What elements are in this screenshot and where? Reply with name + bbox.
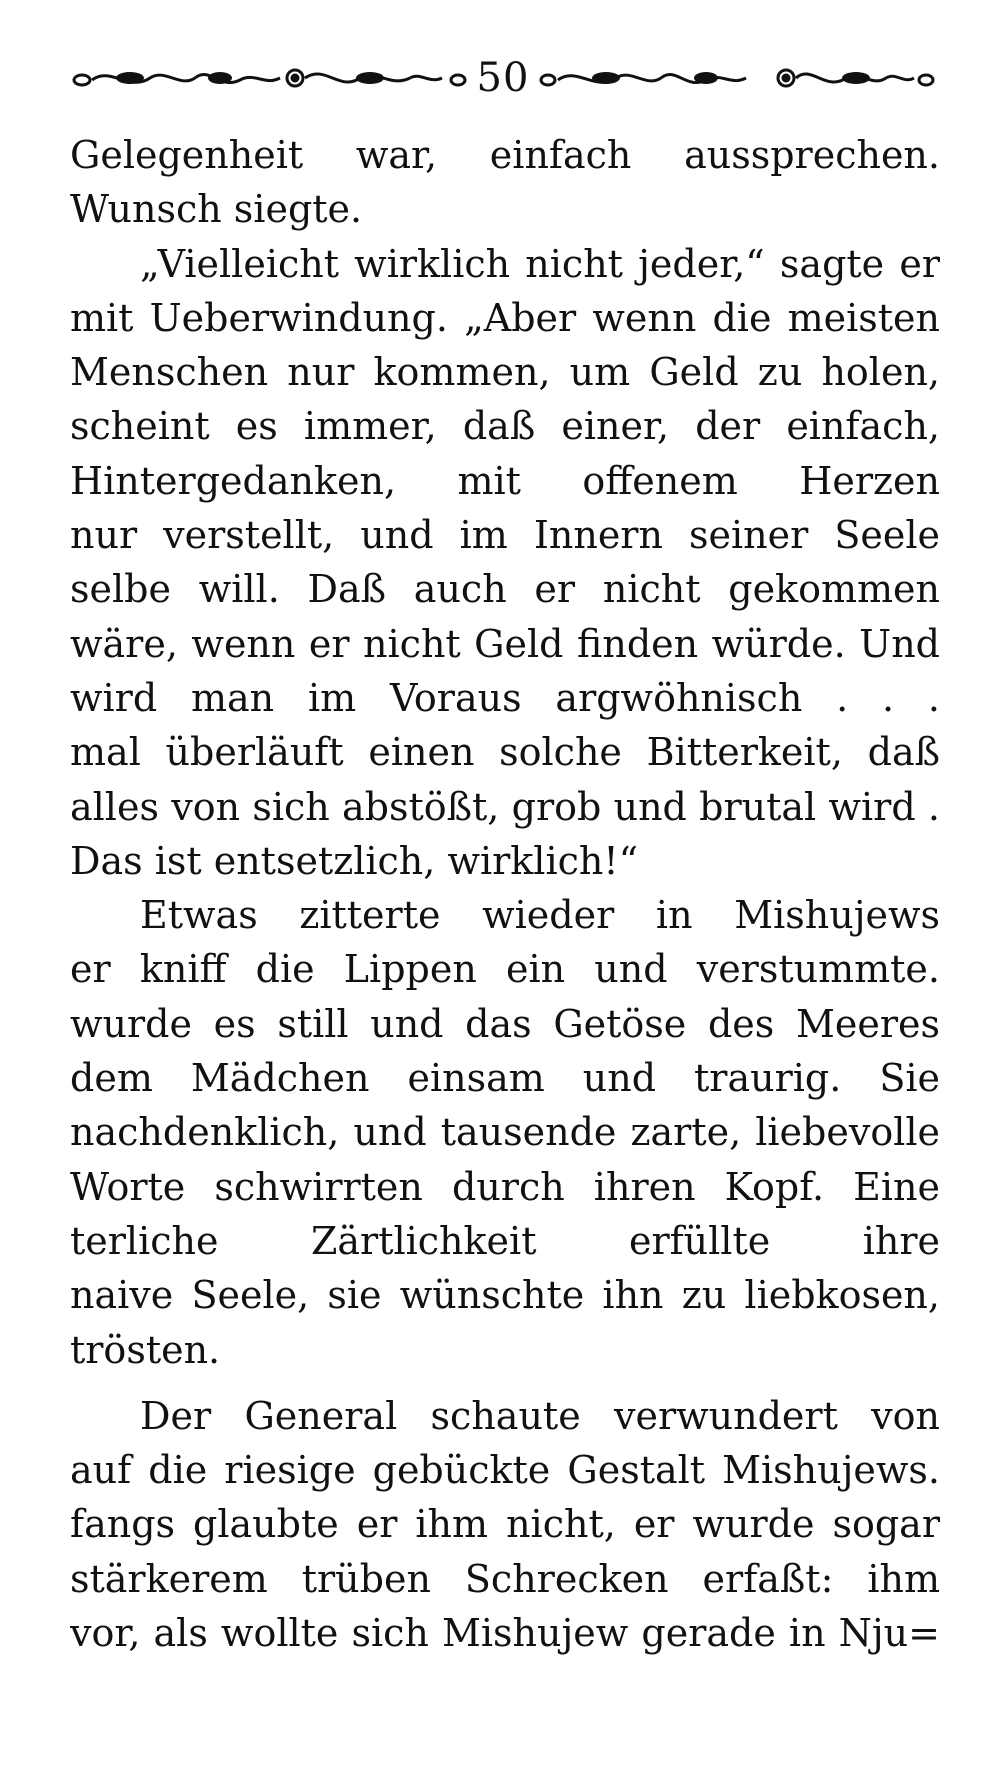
text-line: nur verstellt, und im Innern seiner Seele	[70, 513, 940, 558]
text-line: vor, als wollte sich Mishujew gerade in Nju=	[70, 1611, 940, 1656]
body-text	[70, 128, 940, 1660]
text-line: wird man im Voraus argwöhnisch . . .	[70, 675, 940, 720]
page-number: 50	[476, 55, 530, 101]
text-line: trösten.	[70, 1327, 221, 1372]
text-line: Gelegenheit war, einfach aussprechen.	[70, 133, 940, 177]
text-line: stärkerem trüben Schrecken erfaßt: ihm	[70, 1556, 940, 1601]
text-line: mal überläuft einen solche Bitterkeit, daß	[70, 730, 940, 775]
text-line: Der General schaute verwundert von	[140, 1393, 940, 1438]
text-line: wurde es still und das Getöse des Meeres	[70, 1001, 940, 1046]
page-header	[70, 48, 936, 108]
text-line: scheint es immer, daß einer, der einfach,	[70, 404, 940, 449]
text-line: Worte schwirrten durch ihren Kopf. Eine	[70, 1164, 940, 1209]
text-line: Etwas zitterte wieder in Mishujews	[140, 893, 940, 938]
text-line: Das ist entsetzlich, wirklich!“	[70, 838, 639, 883]
text-line: Menschen nur kommen, um Geld zu holen,	[70, 350, 940, 395]
text-line: selbe will. Daß auch er nicht gekommen	[70, 567, 940, 612]
text-line: auf die riesige gebückte Gestalt Mishujews.	[70, 1448, 940, 1493]
ornament-left-icon	[70, 58, 470, 98]
text-line: er kniff die Lippen ein und verstummte.	[70, 947, 940, 992]
text-line: nachdenklich, und tausende zarte, liebevolle	[70, 1110, 940, 1155]
text-line: Wunsch siegte.	[70, 187, 363, 232]
text-line: naive Seele, sie wünschte ihn zu liebkosen,	[70, 1273, 940, 1318]
ornament-right-icon	[536, 58, 936, 98]
text-line: wäre, wenn er nicht Geld finden würde. Und	[70, 621, 940, 666]
text-line: alles von sich abstößt, grob und brutal wird .	[70, 784, 940, 829]
text-line: mit Ueberwindung. „Aber wenn die meisten	[70, 295, 940, 340]
text-line: terliche Zärtlichkeit erfüllte ihre	[70, 1218, 940, 1263]
text-line: dem Mädchen einsam und traurig. Sie	[70, 1056, 940, 1101]
text-line: fangs glaubte er ihm nicht, er wurde sogar	[70, 1502, 940, 1547]
text-line: Hintergedanken, mit offenem Herzen	[70, 458, 940, 503]
text-line: „Vielleicht wirklich nicht jeder,“ sagte er	[140, 241, 940, 286]
